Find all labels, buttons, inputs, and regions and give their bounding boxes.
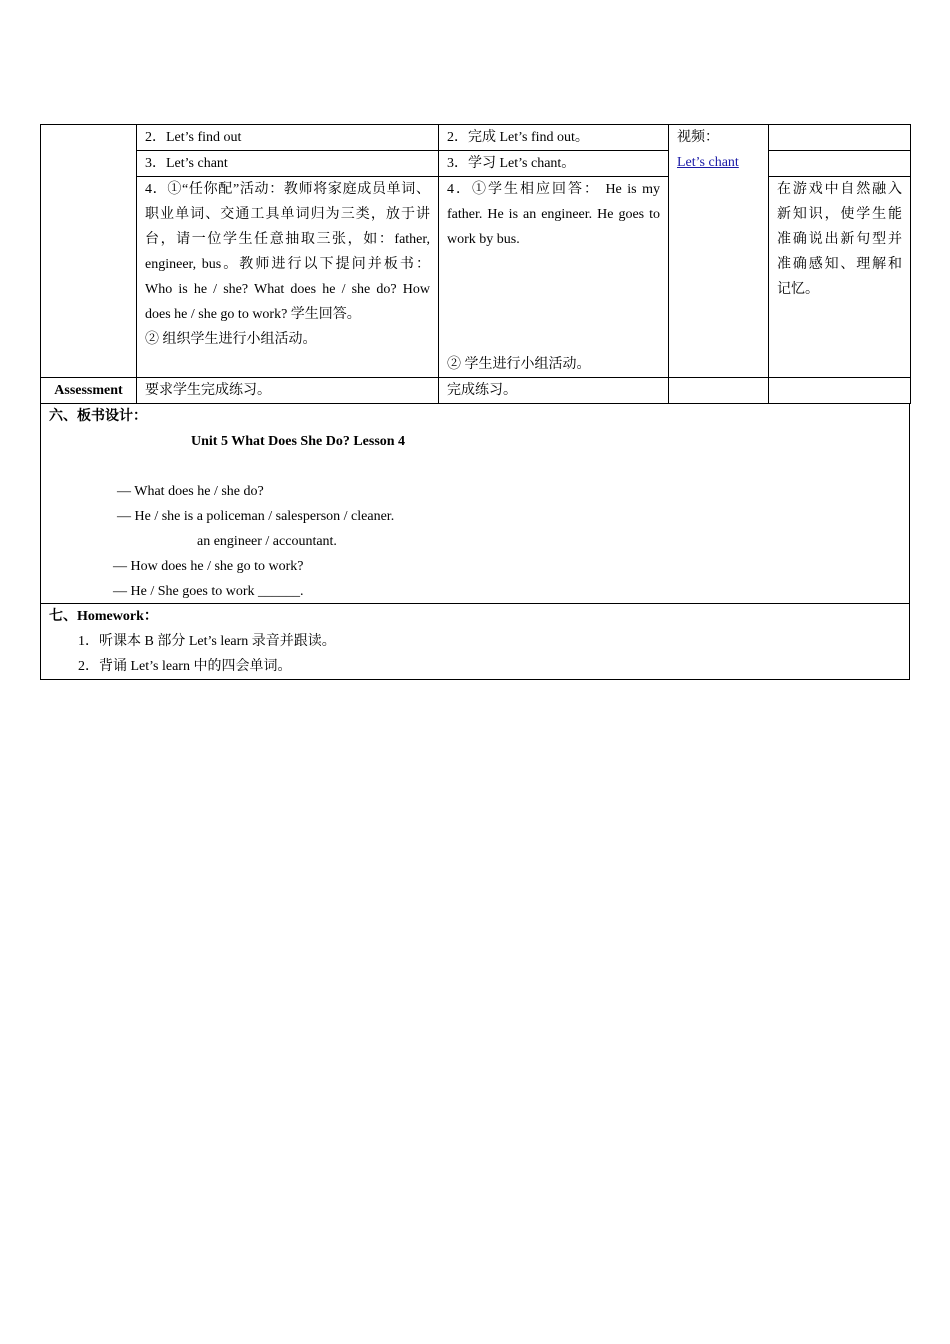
homework-item: 1．听课本 B 部分 Let’s learn 录音并跟读。: [78, 634, 336, 649]
table-row: [41, 151, 911, 177]
board-design-spacer: [49, 454, 901, 479]
assessment-resource-empty: [669, 378, 769, 404]
lets-chant-video-link[interactable]: Let’s chant: [677, 155, 739, 170]
teacher-activity-chant: 3．Let’s chant: [137, 151, 439, 177]
board-line: — How does he / she go to work?: [113, 559, 304, 574]
student-game-step1: 4．①学生相应回答： He is my father. He is an engineer. He goes to work by bus.: [447, 182, 660, 247]
board-design-section: [40, 404, 910, 604]
resource-label: 视频：: [677, 130, 719, 145]
teacher-game-step1: 4．①“任你配”活动：教师将家庭成员单词、职业单词、交通工具单词归为三类，放于讲台，请一位学生任意抽取三张，如：father, engineer, bus。教师进行以下提问并板书： Who is he / she? What does he / she do? How does he / she go to work? 学生回答。: [145, 182, 430, 322]
purpose-cell-empty: [769, 151, 911, 177]
student-activity-find-out: 2．完成 Let’s find out。: [439, 125, 669, 151]
board-line: — He / she is a policeman / salesperson / cleaner.: [117, 509, 395, 524]
homework-heading: 七、Homework：: [49, 609, 158, 624]
board-line: — What does he / she do?: [117, 484, 264, 499]
board-line: — He / She goes to work ______.: [113, 584, 304, 599]
homework-section: [40, 604, 910, 680]
purpose-game: 在游戏中自然融入新知识，使学生能准确说出新句型并准确感知、理解和记忆。: [769, 177, 911, 378]
teacher-activity-find-out: 2．Let’s find out: [137, 125, 439, 151]
table-row: [41, 378, 911, 404]
lesson-plan-document: [40, 124, 910, 680]
lesson-plan-table: [40, 124, 911, 404]
student-activity-game: [439, 177, 669, 378]
board-design-heading: 六、板书设计：: [49, 409, 147, 424]
assessment-label: Assessment: [41, 378, 137, 404]
table-row: [41, 125, 911, 151]
board-design-title: Unit 5 What Does She Do? Lesson 4: [191, 434, 406, 449]
resource-cell: [669, 125, 769, 378]
student-game-step2: ② 学生进行小组活动。: [447, 357, 591, 372]
table-row: [41, 177, 911, 378]
board-line: an engineer / accountant.: [197, 534, 337, 549]
student-activity-chant: 3．学习 Let’s chant。: [439, 151, 669, 177]
teacher-game-step2: ② 组织学生进行小组活动。: [145, 332, 317, 347]
assessment-teacher: 要求学生完成练习。: [137, 378, 439, 404]
teacher-activity-game: [137, 177, 439, 378]
homework-item: 2．背诵 Let’s learn 中的四会单词。: [78, 659, 292, 674]
stage-cell: [41, 125, 137, 378]
assessment-purpose-empty: [769, 378, 911, 404]
purpose-cell-empty: [769, 125, 911, 151]
assessment-student: 完成练习。: [439, 378, 669, 404]
